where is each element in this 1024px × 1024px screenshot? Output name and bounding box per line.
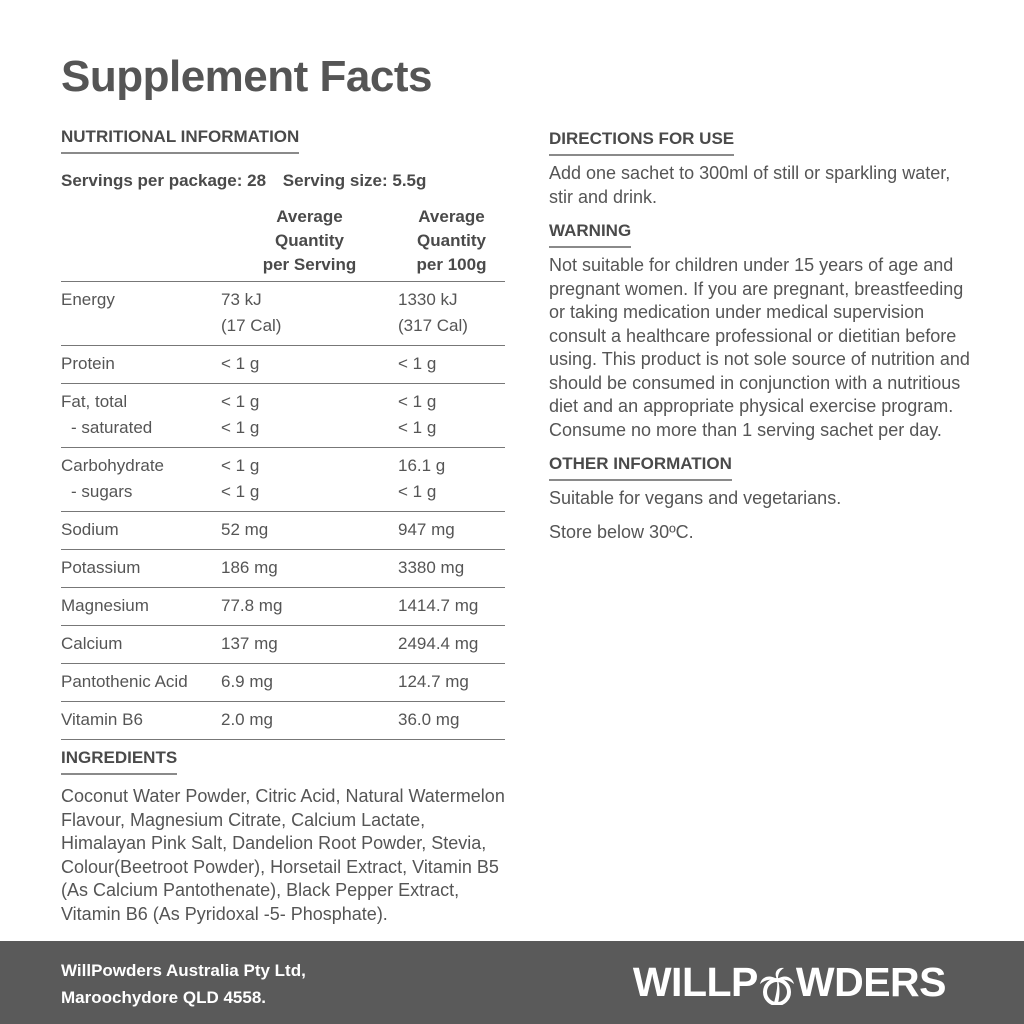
nutrient-name-line: Sodium	[61, 520, 119, 539]
nutrient-name-line: Calcium	[61, 634, 123, 653]
value-per-serving-line: 137 mg	[221, 634, 278, 653]
value-per-100g	[398, 384, 505, 448]
value-per-serving-line: < 1 g	[221, 354, 260, 373]
nutrition-column	[61, 127, 505, 926]
value-per-serving-line: < 1 g	[221, 418, 260, 437]
value-per-serving	[221, 626, 398, 664]
ingredients-section	[61, 748, 505, 926]
value-per-100g-line: 947 mg	[398, 520, 455, 539]
value-per-100g	[398, 512, 505, 550]
nutrient-name-line: - saturated	[71, 418, 153, 437]
value-per-serving-line: 77.8 mg	[221, 596, 283, 615]
nutrition-table-body	[61, 282, 505, 740]
table-row	[61, 384, 505, 448]
value-per-100g-line: < 1 g	[398, 482, 437, 501]
value-per-100g	[398, 346, 505, 384]
value-per-serving-line: 186 mg	[221, 558, 278, 577]
directions-text: Add one sachet to 300ml of still or sparkling water, stir and drink.	[549, 163, 951, 207]
value-per-serving-line: < 1 g	[221, 392, 260, 411]
nutrient-name	[61, 550, 221, 588]
serving-size: Serving size: 5.5g	[282, 171, 427, 190]
company-name: WillPowders Australia Pty Ltd,	[61, 961, 306, 980]
nutrient-name	[61, 448, 221, 512]
value-per-serving	[221, 512, 398, 550]
nutrient-name-line: - sugars	[71, 482, 133, 501]
table-row	[61, 626, 505, 664]
table-row	[61, 448, 505, 512]
value-per-serving-line: 52 mg	[221, 520, 269, 539]
nutrient-name-line: Vitamin B6	[61, 710, 143, 729]
brand-logo	[633, 959, 946, 1005]
value-per-serving	[221, 702, 398, 740]
nutrition-table-header	[61, 205, 505, 282]
nutrient-name	[61, 588, 221, 626]
value-per-serving-line: (17 Cal)	[221, 316, 282, 335]
value-per-100g-line: 124.7 mg	[398, 672, 469, 691]
info-column	[549, 127, 979, 554]
page-title: Supplement Facts	[61, 52, 432, 101]
value-per-100g	[398, 550, 505, 588]
value-per-100g	[398, 702, 505, 740]
value-per-100g-line: 36.0 mg	[398, 710, 460, 729]
nutrient-name	[61, 384, 221, 448]
value-per-100g-line: 16.1 g	[398, 456, 446, 475]
other-info-vegan: Suitable for vegans and vegetarians.	[549, 488, 842, 508]
table-row	[61, 346, 505, 384]
value-per-serving	[221, 384, 398, 448]
warning-heading: WARNING	[549, 221, 631, 248]
header-blank	[61, 205, 221, 282]
table-row	[61, 512, 505, 550]
ingredients-heading: INGREDIENTS	[61, 748, 177, 775]
value-per-100g-line: 3380 mg	[398, 558, 465, 577]
table-row	[61, 664, 505, 702]
value-per-serving	[221, 664, 398, 702]
nutrient-name-line: Fat, total	[61, 392, 128, 411]
table-row	[61, 550, 505, 588]
value-per-serving	[221, 346, 398, 384]
nutrient-name-line: Protein	[61, 354, 115, 373]
value-per-100g	[398, 664, 505, 702]
nutrient-name-line: Energy	[61, 290, 115, 309]
nutrient-name-line	[61, 313, 221, 339]
value-per-serving-line: 2.0 mg	[221, 710, 273, 729]
table-row	[61, 282, 505, 346]
nutrient-name	[61, 512, 221, 550]
value-per-serving	[221, 448, 398, 512]
value-per-100g	[398, 588, 505, 626]
nutrient-name	[61, 702, 221, 740]
company-address	[61, 957, 306, 1011]
value-per-serving-line: 6.9 mg	[221, 672, 273, 691]
servings-info	[61, 171, 505, 191]
value-per-serving	[221, 550, 398, 588]
ingredients-text: Coconut Water Powder, Citric Acid, Natural Watermelon Flavour, Magnesium Citrate, Calcium Lactate, Himalayan Pink Salt, Dandelion Root Powder, Stevia, Colour(Beetroot Powder), Horsetail Extract, Vitamin B5 (As Calcium Pantothenate), Black Pepper Extract, Vitamin B6 (As Pyridoxal -5- Phosphate).	[61, 786, 505, 924]
value-per-100g-line: < 1 g	[398, 418, 437, 437]
value-per-100g-line: 1330 kJ	[398, 290, 458, 309]
warning-text: Not suitable for children under 15 years of age and pregnant women. If you are pregnant, breastfeeding or taking medication under medical supervision consult a healthcare professional or dietitian before using. This product is not sole source of nutrition and should be consumed in conjunction with a nutritious diet and an appropriate physical exercise program. Consume no more than 1 serving sachet per day.	[549, 255, 970, 440]
table-row	[61, 588, 505, 626]
value-per-100g-line: (317 Cal)	[398, 316, 468, 335]
value-per-100g	[398, 626, 505, 664]
nutrient-name	[61, 626, 221, 664]
value-per-100g	[398, 448, 505, 512]
palm-tree-icon	[759, 965, 795, 1005]
value-per-100g-line: 1414.7 mg	[398, 596, 479, 615]
value-per-serving-line: < 1 g	[221, 456, 260, 475]
value-per-100g-line: 2494.4 mg	[398, 634, 479, 653]
value-per-100g-line: < 1 g	[398, 354, 437, 373]
nutrient-name-line: Potassium	[61, 558, 141, 577]
nutrient-name	[61, 346, 221, 384]
header-per-serving: Average Quantity per Serving	[262, 207, 357, 274]
value-per-100g	[398, 282, 505, 346]
value-per-serving	[221, 588, 398, 626]
value-per-serving-line: 73 kJ	[221, 290, 262, 309]
nutrient-name	[61, 664, 221, 702]
other-info-storage: Store below 30ºC.	[549, 521, 694, 542]
company-location: Maroochydore QLD 4558.	[61, 988, 267, 1007]
nutrient-name-line: Carbohydrate	[61, 456, 165, 475]
value-per-100g-line: < 1 g	[398, 392, 437, 411]
directions-heading: DIRECTIONS FOR USE	[549, 129, 734, 156]
header-per-100g: Average Quantity per 100g	[416, 207, 487, 274]
logo-text-start: WILLP	[632, 959, 758, 1005]
other-information-heading: OTHER INFORMATION	[549, 454, 732, 481]
table-row	[61, 702, 505, 740]
nutrient-name	[61, 282, 221, 346]
value-per-serving	[221, 282, 398, 346]
nutrition-heading: NUTRITIONAL INFORMATION	[61, 127, 299, 154]
nutrient-name-line: Pantothenic Acid	[61, 672, 188, 691]
servings-per-package: Servings per package: 28	[61, 171, 267, 190]
logo-text-end: WDERS	[795, 959, 946, 1005]
footer-bar	[0, 941, 1024, 1024]
nutrient-name-line: Magnesium	[61, 596, 149, 615]
nutrition-table	[61, 205, 505, 740]
value-per-serving-line: < 1 g	[221, 482, 260, 501]
